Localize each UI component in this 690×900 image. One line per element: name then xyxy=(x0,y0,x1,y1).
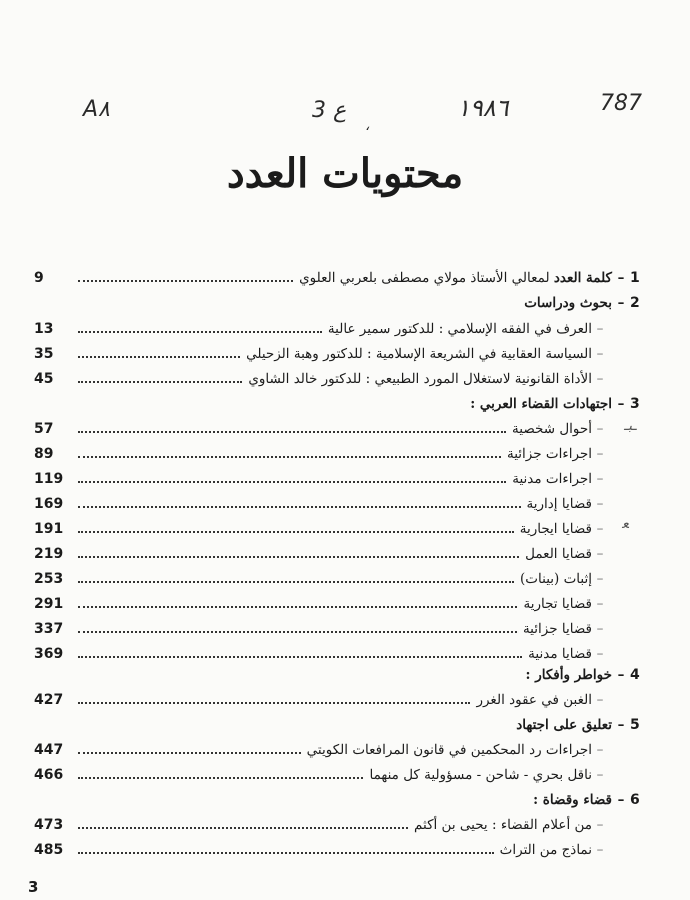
toc-item: – السياسة العقابية في الشريعة الإسلامية : للدكتور وهبة الزحيلي 35 xyxy=(34,346,604,362)
page-title: محتويات العدد xyxy=(226,150,464,197)
section-heading: تعليق على اجتهاد xyxy=(516,717,612,733)
handwritten-tick: ، xyxy=(365,118,370,134)
handwritten-code-left: A٨ xyxy=(83,97,110,122)
section-number: 5 xyxy=(630,717,640,733)
toc-item: – قضايا تجارية 291 xyxy=(34,596,604,612)
toc-item: – قضايا مدنية 369 xyxy=(34,646,604,662)
handwritten-year: ١٩٨٦ xyxy=(457,94,509,122)
section-number: 6 xyxy=(630,792,640,808)
section-number: 2 xyxy=(630,295,640,311)
toc-section-4: 4 – خواطر وأفكار : xyxy=(34,664,656,686)
section-heading: اجتهادات القضاء العربي : xyxy=(470,396,612,412)
section-heading: كلمة العدد xyxy=(553,270,612,286)
toc-item: – اجراءات رد المحكمين في قانون المرافعات الكويتي 447 xyxy=(34,742,604,758)
section-number: 3 xyxy=(630,396,640,412)
toc-item: – إثبات (بينات) 253 xyxy=(34,571,604,587)
toc-item: – الأداة القانونية لاستغلال المورد الطبيعي : للدكتور خالد الشاوي 45 xyxy=(34,371,604,387)
toc-section-5: 5 – تعليق على اجتهاد xyxy=(34,714,656,736)
toc-item: – نماذج من التراث 485 xyxy=(34,842,604,858)
toc-section-3: 3 – اجتهادات القضاء العربي : xyxy=(34,393,656,415)
toc-item: – قضايا العمل 219 xyxy=(34,546,604,562)
toc-item: – اجراءات جزائية 89 xyxy=(34,446,604,462)
toc-item: – اجراءات مدنية 119 xyxy=(34,471,604,487)
section-heading: قضاء وقضاة : xyxy=(533,792,612,808)
handwritten-issue: ع 3 xyxy=(312,98,347,123)
handwritten-code-right: 787 xyxy=(600,91,642,116)
section-subtitle: لمعالي الأستاذ مولاي مصطفى بلعربي العلوي xyxy=(299,270,550,286)
page-number: 9 xyxy=(34,270,44,286)
toc-section-1: 1 – كلمة العدد لمعالي الأستاذ مولاي مصطفى بلعربي العلوي 9 xyxy=(34,267,656,289)
toc-item: – أحوال شخصية 57 xyxy=(34,421,604,437)
section-number: 1 xyxy=(630,270,640,286)
toc-section-2: 2 – بحوث ودراسات xyxy=(34,292,656,314)
toc-item: – العرف في الفقه الإسلامي : للدكتور سمير عالية 13 xyxy=(34,321,604,337)
toc-section-6: 6 – قضاء وقضاة : xyxy=(34,789,656,811)
toc-item: – قضايا ايجارية 191 xyxy=(34,521,604,537)
section-number: 4 xyxy=(630,667,640,683)
section-heading: خواطر وأفكار : xyxy=(525,667,612,683)
toc-item: – من أعلام القضاء : يحيى بن أكثم 473 xyxy=(34,817,604,833)
toc-item: – ناقل بحري - شاحن - مسؤولية كل منهما 466 xyxy=(34,767,604,783)
margin-mark: ـبـ xyxy=(624,418,637,434)
footer-page-number: 3 xyxy=(28,878,39,896)
toc-item: – قضايا جزائية 337 xyxy=(34,621,604,637)
toc-item: – الغبن في عقود الغرر 427 xyxy=(34,692,604,708)
toc-item: – قضايا إدارية 169 xyxy=(34,496,604,512)
section-heading: بحوث ودراسات xyxy=(524,295,612,311)
margin-mark: ﻌ xyxy=(622,516,629,532)
leader-dots xyxy=(78,280,293,282)
